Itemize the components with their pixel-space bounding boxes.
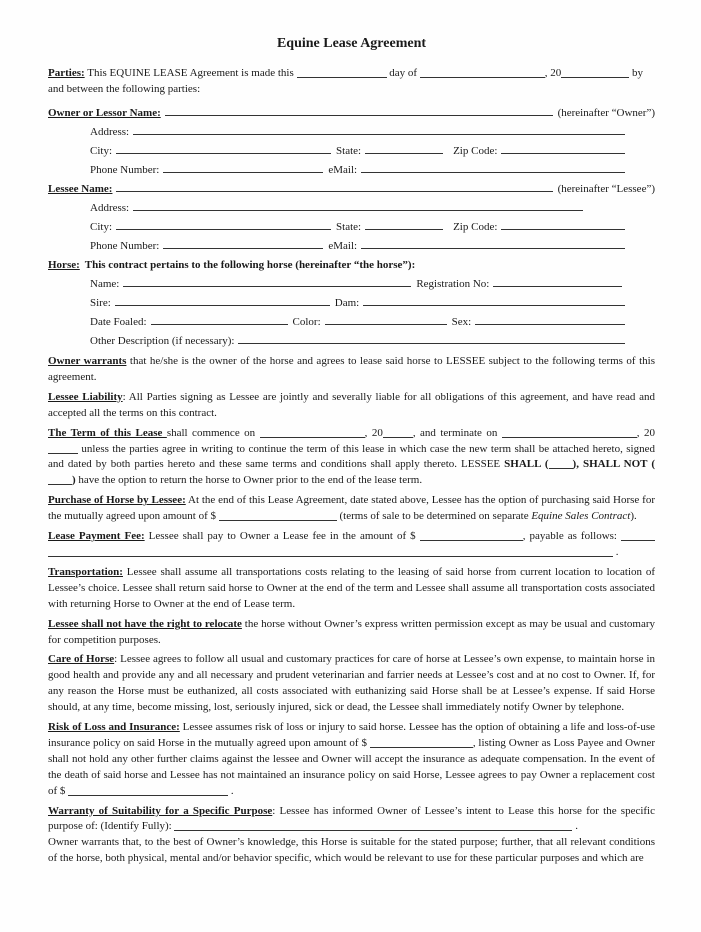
clause-text: : Lessee has informed Owner of Lessee’s intent to Lease this horse for the specific purpose of: (Identify Fully):	[48, 804, 655, 833]
clause-text: Lessee shall pay to Owner a Lease fee in the amount of $	[144, 530, 420, 543]
purchase-amount-blank[interactable]	[219, 509, 337, 521]
horse-sire-row	[48, 290, 625, 309]
clause-text: .	[613, 545, 619, 558]
horse-color-input[interactable]	[325, 324, 447, 325]
parties-by-label: by	[632, 67, 644, 79]
clause-risk-of-loss-insurance	[48, 720, 655, 800]
horse-heading-row	[48, 253, 655, 271]
owner-address-input[interactable]	[133, 134, 625, 135]
parties-text-2: and between the following parties:	[48, 83, 201, 95]
document-title: Equine Lease Agreement	[276, 36, 427, 51]
owner-address-label: Address:	[90, 126, 130, 138]
agreement-year-blank[interactable]	[561, 66, 629, 78]
payable-terms-blank-line[interactable]	[48, 545, 613, 557]
horse-foaled-row	[48, 309, 625, 328]
owner-address-row	[48, 119, 625, 138]
clause-text: , 20	[636, 426, 655, 439]
horse-sire-label: Sire:	[90, 297, 111, 309]
clause-text: ), SHALL NOT (	[572, 458, 655, 471]
horse-other-input[interactable]	[238, 343, 625, 344]
clause-heading-no-right-to-relocate: Lessee shall not have the right to relocate	[48, 617, 242, 630]
clause-heading-purchase-of-horse: Purchase of Horse by Lessee:	[48, 494, 186, 507]
agreement-day-blank[interactable]	[297, 66, 387, 78]
clause-text: , 20	[364, 426, 383, 439]
clause-heading-term-of-lease: The Term of this Lease	[48, 426, 167, 439]
terminate-date-blank[interactable]	[502, 426, 637, 438]
clause-heading-risk-of-loss-insurance: Risk of Loss and Insurance:	[48, 721, 180, 734]
clause-text: , listing Owner as Loss Payee and Owner shall not hold any other further claims against the lessee and Owner will accept the insurance as adequate compensation. In the event of the death of said horse and Lessee has not maintained an insurance policy on said Horse, Lessee agrees to pay Owner a replacement cost of $	[48, 736, 656, 797]
clause-care-of-horse	[48, 652, 655, 716]
clause-text: the horse without Owner’s express written permission except as may be usual and customary for competition purposes.	[48, 617, 655, 646]
clause-heading-warranty-of-suitability: Warranty of Suitability for a Specific Purpose	[48, 804, 273, 817]
owner-email-label: eMail:	[328, 164, 358, 176]
lessee-state-input[interactable]	[365, 229, 443, 230]
clause-text: At the end of this Lease Agreement, date stated above, Lessee has the option of purchasing said Horse for the mutually agreed upon amount of $	[48, 494, 655, 523]
clause-heading-lessee-liability: Lessee Liability	[48, 390, 123, 403]
owner-city-row	[48, 138, 625, 157]
lessee-address-input[interactable]	[133, 210, 583, 211]
horse-sex-label: Sex:	[451, 316, 472, 328]
parties-text-1: This EQUINE LEASE Agreement is made this	[87, 67, 294, 79]
clause-warranty-of-suitability	[48, 804, 655, 868]
lessee-phone-row	[48, 233, 625, 252]
horse-date-foaled-label: Date Foaled:	[90, 316, 147, 328]
clause-term-of-lease	[48, 426, 655, 490]
lessee-email-input[interactable]	[361, 248, 625, 249]
owner-name-row	[48, 100, 655, 119]
horse-color-label: Color:	[292, 316, 321, 328]
parties-day-of-label: day of	[389, 67, 418, 79]
clause-text: , payable as follows:	[522, 530, 622, 543]
clause-no-right-to-relocate	[48, 617, 655, 649]
parties-heading: Parties:	[48, 67, 85, 79]
clause-text: Equine Sales Contract	[531, 510, 631, 523]
horse-intro: This contract pertains to the following horse (hereinafter “the horse”):	[84, 259, 416, 271]
horse-sex-input[interactable]	[475, 324, 625, 325]
horse-dam-input[interactable]	[363, 305, 625, 306]
parties-paragraph	[48, 65, 655, 97]
lessee-email-label: eMail:	[328, 240, 358, 252]
lease-fee-amount-blank[interactable]	[420, 529, 523, 541]
lessee-phone-input[interactable]	[163, 248, 323, 249]
owner-city-input[interactable]	[116, 153, 331, 154]
lessee-city-row	[48, 214, 625, 233]
owner-email-input[interactable]	[361, 172, 625, 173]
horse-date-foaled-input[interactable]	[151, 324, 288, 325]
clause-text: unless the parties agree in writing to continue the term of this lease in which case the new term shall be attached hereto, signed and dated by both parties hereto and these same terms and conditions shall apply thereto. LESSEE	[48, 442, 655, 471]
clause-lessee-liability	[48, 390, 655, 422]
insurance-amount-blank[interactable]	[370, 736, 473, 748]
owner-hereinafter-label: (hereinafter “Owner”)	[557, 107, 655, 119]
horse-registration-label: Registration No:	[416, 278, 490, 290]
owner-zip-input[interactable]	[501, 153, 625, 154]
clause-transportation	[48, 565, 655, 613]
lessee-name-input[interactable]	[116, 191, 552, 192]
clause-text: : Lessee agrees to follow all usual and customary practices for care of horse at Lessee’s own expense, to maintain horse in good health and provide any and all necessary and prudent veterinarian and farrier needs at Lessee’s cost and at no cost to Owner. If, for any reason the Horse must be euthanized, all costs associated with euthanizing said Horse shall be at Lessee’s expense. If said Horse should, at any time, become missing, lost, seriously injured, sick or dead, the Lessee shall immediately notify Owner by telephone.	[48, 653, 656, 714]
horse-registration-input[interactable]	[493, 286, 622, 287]
clause-purchase-of-horse	[48, 493, 655, 525]
horse-heading: Horse:	[48, 259, 80, 271]
lessee-zip-input[interactable]	[501, 229, 625, 230]
owner-name-input[interactable]	[165, 115, 553, 116]
clause-text: : All Parties signing as Lessee are jointly and severally liable for all obligations of this agreement, and have read and accepted all the terms on this contract.	[48, 390, 656, 419]
owner-city-label: City:	[90, 145, 113, 157]
agreement-month-blank[interactable]	[420, 66, 545, 78]
specific-purpose-blank[interactable]	[174, 819, 572, 831]
owner-name-heading: Owner or Lessor Name:	[48, 107, 161, 119]
lessee-name-heading: Lessee Name:	[48, 183, 113, 195]
lessee-name-row	[48, 176, 655, 195]
clause-text: Lessee shall assume all transportations costs relating to the leasing of said horse from current location to location of Lessee’s choice. Lessee shall return said horse to Owner at the end of the term and Lessee shall assume all transportation costs associated with returning Horse to Owner at the end of Lease term.	[48, 565, 655, 610]
clause-heading-lease-payment-fee: Lease Payment Fee:	[48, 530, 145, 543]
clause-text: .	[228, 784, 234, 797]
clause-heading-owner-warrants: Owner warrants	[48, 355, 127, 367]
clause-heading-care-of-horse: Care of Horse	[48, 653, 115, 666]
clause-heading-transportation: Transportation:	[48, 565, 123, 578]
horse-sire-input[interactable]	[115, 305, 330, 306]
clause-text: SHALL (	[504, 458, 549, 471]
horse-other-label: Other Description (if necessary):	[90, 335, 235, 347]
owner-phone-input[interactable]	[163, 172, 323, 173]
clauses-container	[48, 354, 655, 867]
clause-text: Lessee assumes risk of loss or injury to said horse. Lessee has the option of obtaining a life and loss-of-use insurance policy on said Horse in the mutually agreed upon amount of $	[48, 721, 656, 749]
clause-text: )	[72, 474, 76, 487]
replacement-cost-blank[interactable]	[68, 784, 228, 796]
lessee-hereinafter-label: (hereinafter “Lessee”)	[557, 183, 655, 195]
clause-text: Owner warrants that, to the best of Owner’s knowledge, this Horse is suitable for the stated purpose; further, that all relevant conditions of the horse, both physical, mental and/or behavior specific, which would be relevant to use for these particular purposes and which are	[48, 836, 655, 865]
clause-text: , and terminate on	[412, 426, 502, 439]
owner-phone-label: Phone Number:	[90, 164, 160, 176]
owner-phone-row	[48, 157, 625, 176]
clause-lease-payment-fee	[48, 529, 655, 561]
owner-state-label: State:	[336, 145, 362, 157]
lessee-address-row	[48, 195, 583, 214]
clause-text: have the option to return the horse to Owner prior to the end of the lease term.	[75, 474, 423, 487]
lessee-city-label: City:	[90, 221, 113, 233]
horse-other-row	[48, 328, 625, 347]
payable-terms-blank-start[interactable]	[621, 529, 655, 541]
clause-text: ).	[630, 510, 637, 523]
parties-year-prefix: , 20	[544, 67, 562, 79]
horse-name-label: Name:	[90, 278, 120, 290]
lessee-state-label: State:	[336, 221, 362, 233]
commence-date-blank[interactable]	[260, 426, 365, 438]
horse-name-input[interactable]	[123, 286, 411, 287]
lessee-address-label: Address:	[90, 202, 130, 214]
shall-option-blank[interactable]	[549, 457, 573, 469]
lessee-phone-label: Phone Number:	[90, 240, 160, 252]
clause-owner-warrants	[48, 354, 655, 386]
clause-text: that he/she is the owner of the horse and agrees to lease said horse to LESSEE subject to the following terms of this agreement.	[48, 355, 655, 383]
terminate-year-blank[interactable]	[48, 442, 78, 454]
owner-zip-label: Zip Code:	[453, 145, 498, 157]
shall-not-option-blank[interactable]	[48, 473, 72, 485]
lessee-zip-label: Zip Code:	[453, 221, 498, 233]
lessee-city-input[interactable]	[116, 229, 331, 230]
horse-name-row	[48, 271, 622, 290]
owner-state-input[interactable]	[365, 153, 443, 154]
commence-year-blank[interactable]	[383, 426, 413, 438]
clause-text: .	[572, 820, 578, 833]
clause-text: shall commence on	[166, 426, 260, 439]
horse-dam-label: Dam:	[334, 297, 360, 309]
clause-text: (terms of sale to be determined on separate	[336, 510, 532, 523]
